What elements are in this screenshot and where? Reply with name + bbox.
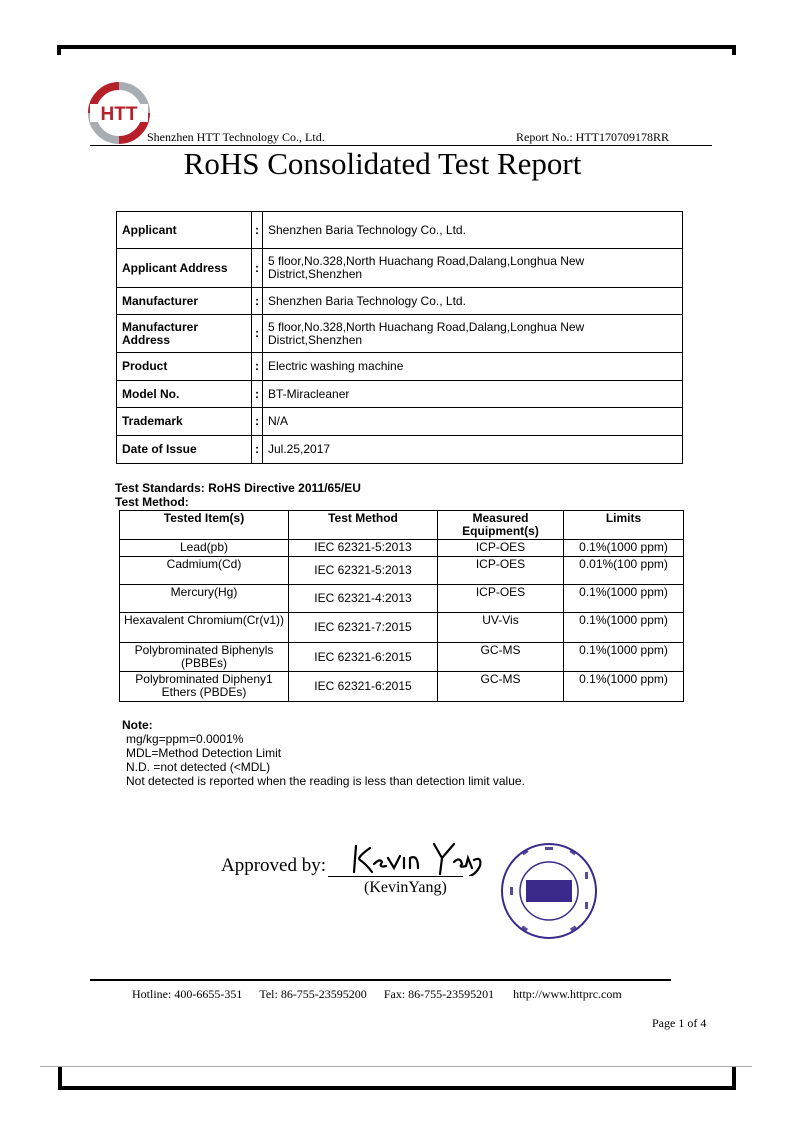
col-tested-item: Tested Item(s) bbox=[120, 511, 289, 540]
note-line: Not detected is reported when the reading is less than detection limit value. bbox=[126, 774, 525, 788]
equipment: ICP-OES bbox=[438, 557, 564, 585]
test-row bbox=[120, 540, 684, 557]
info-value: 5 floor,No.328,North Huachang Road,Dalang,Longhua New District,Shenzhen bbox=[263, 249, 683, 288]
info-label: Applicant bbox=[117, 212, 252, 249]
signature bbox=[350, 840, 490, 876]
frame-bottom-right bbox=[732, 1067, 736, 1090]
test-row bbox=[120, 672, 684, 702]
info-row bbox=[117, 249, 683, 288]
equipment: ICP-OES bbox=[438, 585, 564, 613]
report-number: Report No.: HTT170709178RR bbox=[516, 130, 669, 144]
telephone: Tel: 86-755-23595200 bbox=[259, 987, 367, 1001]
info-colon: : bbox=[252, 212, 263, 249]
info-colon: : bbox=[252, 353, 263, 381]
info-value: BT-Miracleaner bbox=[263, 381, 683, 408]
limit: 0.1%(1000 ppm) bbox=[564, 643, 684, 672]
col-limits: Limits bbox=[564, 511, 684, 540]
info-colon: : bbox=[252, 436, 263, 464]
info-value: 5 floor,No.328,North Huachang Road,Dalang,Longhua New District,Shenzhen bbox=[263, 315, 683, 353]
info-label: Trademark bbox=[117, 408, 252, 436]
note-line: N.D. =not detected (<MDL) bbox=[126, 760, 271, 774]
info-label: Applicant Address bbox=[117, 249, 252, 288]
info-label: Manufacturer bbox=[117, 288, 252, 315]
info-value: Shenzhen Baria Technology Co., Ltd. bbox=[263, 212, 683, 249]
col-equipment: Measured Equipment(s) bbox=[438, 511, 564, 540]
info-colon: : bbox=[252, 315, 263, 353]
limit: 0.1%(1000 ppm) bbox=[564, 540, 684, 557]
tested-item: Mercury(Hg) bbox=[120, 585, 289, 613]
test-row bbox=[120, 643, 684, 672]
info-row bbox=[117, 436, 683, 464]
info-row bbox=[117, 212, 683, 249]
tested-item: Polybrominated Dipheny1 Ethers (PBDEs) bbox=[120, 672, 289, 702]
col-test-method: Test Method bbox=[289, 511, 438, 540]
htt-logo bbox=[88, 82, 150, 144]
approver-name: (KevinYang) bbox=[364, 879, 447, 896]
tested-item: Cadmium(Cd) bbox=[120, 557, 289, 585]
test-method-label: Test Method: bbox=[115, 495, 189, 509]
info-row bbox=[117, 353, 683, 381]
equipment: UV-Vis bbox=[438, 613, 564, 643]
info-value: N/A bbox=[263, 408, 683, 436]
tested-item: Polybrominated Biphenyls (PBBEs) bbox=[120, 643, 289, 672]
test-method: IEC 62321-5:2013 bbox=[289, 540, 438, 557]
info-row bbox=[117, 408, 683, 436]
info-row bbox=[117, 381, 683, 408]
info-value: Electric washing machine bbox=[263, 353, 683, 381]
info-label: Model No. bbox=[117, 381, 252, 408]
tested-item: Lead(pb) bbox=[120, 540, 289, 557]
hotline: Hotline: 400-6655-351 bbox=[132, 987, 243, 1001]
approved-by-label: Approved by: bbox=[221, 855, 327, 876]
fax: Fax: 86-755-23595201 bbox=[383, 987, 495, 1001]
info-label: Manufacturer Address bbox=[117, 315, 252, 353]
test-row bbox=[120, 585, 684, 613]
svg-text:HTT: HTT bbox=[100, 104, 138, 125]
info-colon: : bbox=[252, 381, 263, 408]
frame-bottom-left bbox=[58, 1067, 62, 1090]
limit: 0.01%(100 ppm) bbox=[564, 557, 684, 585]
equipment: GC-MS bbox=[438, 672, 564, 702]
test-standards: Test Standards: RoHS Directive 2011/65/EU bbox=[115, 481, 361, 495]
limit: 0.1%(1000 ppm) bbox=[564, 672, 684, 702]
footer-contacts bbox=[132, 987, 622, 1002]
frame-top bbox=[57, 45, 736, 49]
equipment: GC-MS bbox=[438, 643, 564, 672]
frame-bottom-grey bbox=[40, 1066, 752, 1067]
test-method: IEC 62321-7:2015 bbox=[289, 613, 438, 643]
test-method: IEC 62321-4:2013 bbox=[289, 585, 438, 613]
info-colon: : bbox=[252, 408, 263, 436]
note bbox=[122, 718, 525, 788]
website: http://www.httprc.com bbox=[513, 987, 622, 1001]
test-method-table bbox=[119, 510, 684, 702]
frame-top-left bbox=[57, 45, 61, 55]
note-line: MDL=Method Detection Limit bbox=[126, 746, 282, 760]
signature-line bbox=[328, 876, 463, 877]
test-method: IEC 62321-6:2015 bbox=[289, 643, 438, 672]
info-label: Product bbox=[117, 353, 252, 381]
limit: 0.1%(1000 ppm) bbox=[564, 613, 684, 643]
equipment: ICP-OES bbox=[438, 540, 564, 557]
test-row bbox=[120, 613, 684, 643]
info-row bbox=[117, 315, 683, 353]
note-title: Note: bbox=[122, 718, 153, 732]
test-method: IEC 62321-6:2015 bbox=[289, 672, 438, 702]
page-title: RoHS Consolidated Test Report bbox=[183, 146, 582, 181]
tested-item: Hexavalent Chromium(Cr(v1)) bbox=[120, 613, 289, 643]
test-method: IEC 62321-5:2013 bbox=[289, 557, 438, 585]
info-value: Shenzhen Baria Technology Co., Ltd. bbox=[263, 288, 683, 315]
frame-top-right bbox=[732, 45, 736, 55]
page-number: Page 1 of 4 bbox=[652, 1016, 707, 1030]
info-value: Jul.25,2017 bbox=[263, 436, 683, 464]
info-label: Date of Issue bbox=[117, 436, 252, 464]
test-row bbox=[120, 557, 684, 585]
company-stamp bbox=[500, 842, 598, 940]
info-row bbox=[117, 288, 683, 315]
company-name: Shenzhen HTT Technology Co., Ltd. bbox=[147, 130, 325, 144]
frame-bottom bbox=[58, 1086, 736, 1090]
limit: 0.1%(1000 ppm) bbox=[564, 585, 684, 613]
footer-rule bbox=[90, 979, 671, 981]
info-colon: : bbox=[252, 288, 263, 315]
info-colon: : bbox=[252, 249, 263, 288]
applicant-info-table bbox=[116, 211, 683, 464]
note-line: mg/kg=ppm=0.0001% bbox=[126, 732, 244, 746]
